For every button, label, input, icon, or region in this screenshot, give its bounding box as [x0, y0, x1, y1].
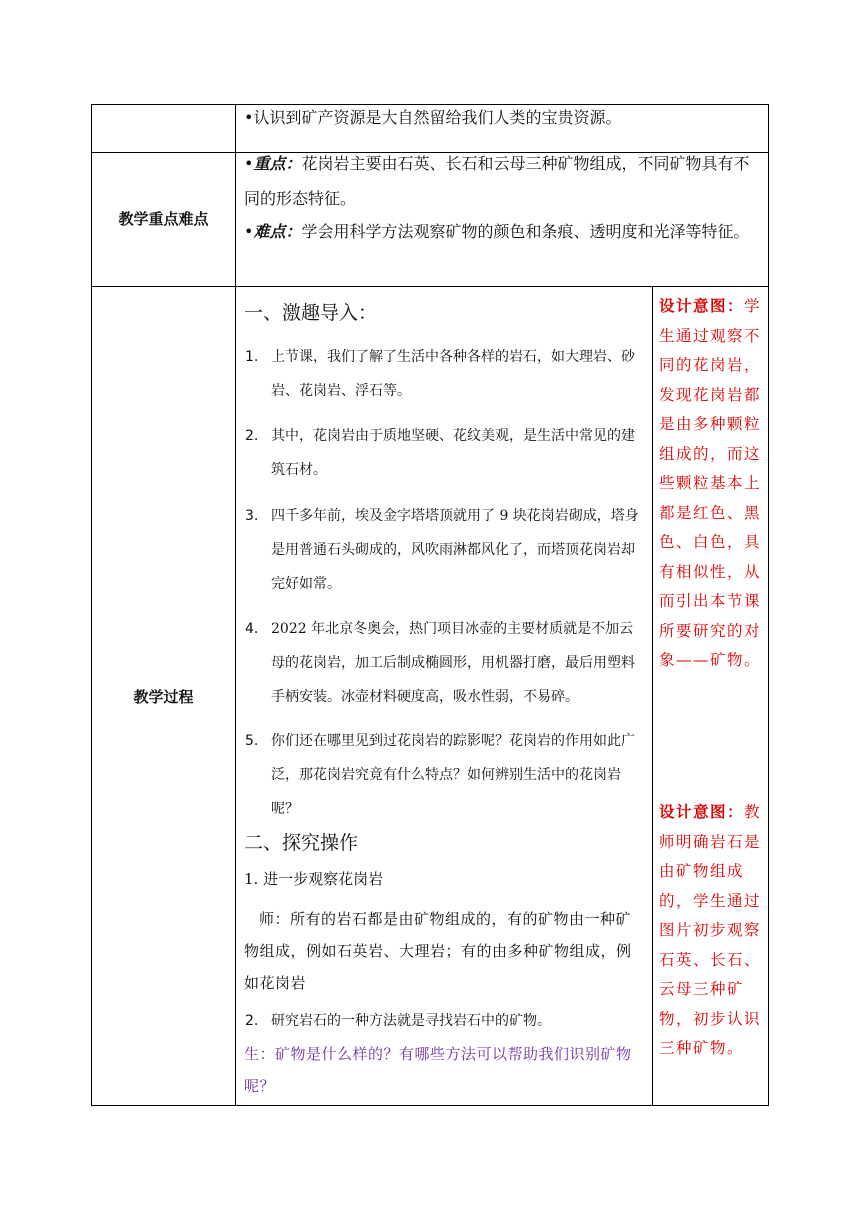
list-item: 1. 上节课，我们了解了生活中各种各样的岩石，如大理岩、砂岩、花岗岩、浮石等。 — [245, 349, 635, 399]
student-question: 生：矿物是什么样的？有哪些方法可以帮助我们识别矿物呢？ — [244, 1045, 632, 1095]
note-column-divider — [652, 286, 653, 1106]
table-bottom-border — [91, 1105, 769, 1106]
table-left-border — [91, 104, 92, 1106]
bullet-icon: • — [244, 222, 254, 241]
label-column-divider — [235, 104, 236, 1106]
difficulty-label: 难点： — [253, 222, 302, 241]
list-item: 4. 2022 年北京冬奥会，热门项目冰壶的主要材质就是不加云母的花岗岩，加工后制成椭圆形，用机器打磨，最后用塑料手柄安装。冰壶材料硬度高，吸水性弱，不易碎。 — [245, 621, 635, 705]
teacher-explanation: 师：所有的岩石都是由矿物组成的，有的矿物由一种矿物组成，例如石英岩、大理岩；有的由多种矿物组成，例如花岗岩 — [244, 910, 632, 992]
list-item: 2. 研究岩石的一种方法就是寻找岩石中的矿物。 — [245, 1013, 551, 1029]
key-point-text: 花岗岩主要由石英、长石和云母三种矿物组成，不同矿物具有不同的形态特征。 — [244, 154, 750, 208]
list-item: 3. 四千多年前，埃及金字塔塔顶就用了 9 块花岗岩砌成，塔身是用普通石头砌成的，风吹雨淋都风化了，而塔顶花岗岩却完好如常。 — [245, 508, 639, 592]
table-right-border — [768, 104, 769, 1106]
key-point-label: 重点： — [253, 154, 302, 173]
bullet-icon: • — [244, 154, 254, 173]
design-note-1 — [659, 291, 763, 676]
difficulty-paragraph — [244, 214, 764, 249]
section-explore-heading: 二、探究操作 — [244, 832, 359, 854]
key-difficulty-label: 教学重点难点 — [118, 210, 209, 228]
resource-awareness-text: •认识到矿产资源是大自然留给我们人类的宝贵资源。 — [244, 108, 622, 127]
design-note-text: 学生通过观察不同的花岗岩，发现花岗岩都是由多种颗粒组成的，而这些颗粒基本上都是红色、黑色、白色，具有相似性，从而引出本节课所要研究的对象——矿物。 — [659, 297, 762, 669]
design-note-label: 设计意图： — [659, 296, 745, 315]
design-note-text: 教师明确岩石是由矿物组成的，学生通过图片初步观察石英、长石、云母三种矿物，初步认识三种矿物。 — [659, 803, 762, 1057]
difficulty-text: 学会用科学方法观察矿物的颜色和条痕、透明度和光泽等特征。 — [301, 222, 750, 241]
subsection-observe-granite: 1. 进一步观察花岗岩 — [244, 870, 384, 888]
design-note-label: 设计意图： — [659, 802, 745, 821]
list-item: 2. 其中，花岗岩由于质地坚硬、花纹美观，是生活中常见的建筑石材。 — [245, 428, 635, 478]
section-intro-heading: 一、激趣导入： — [244, 302, 378, 324]
row-divider-2 — [91, 286, 769, 287]
design-note-2 — [659, 797, 763, 1064]
key-point-paragraph — [244, 146, 764, 216]
teaching-process-label: 教学过程 — [133, 688, 194, 706]
list-item: 5. 你们还在哪里见到过花岗岩的踪影呢？花岗岩的作用如此广泛，那花岗岩究竟有什么特点？如何辨别生活中的花岗岩呢？ — [245, 733, 635, 817]
